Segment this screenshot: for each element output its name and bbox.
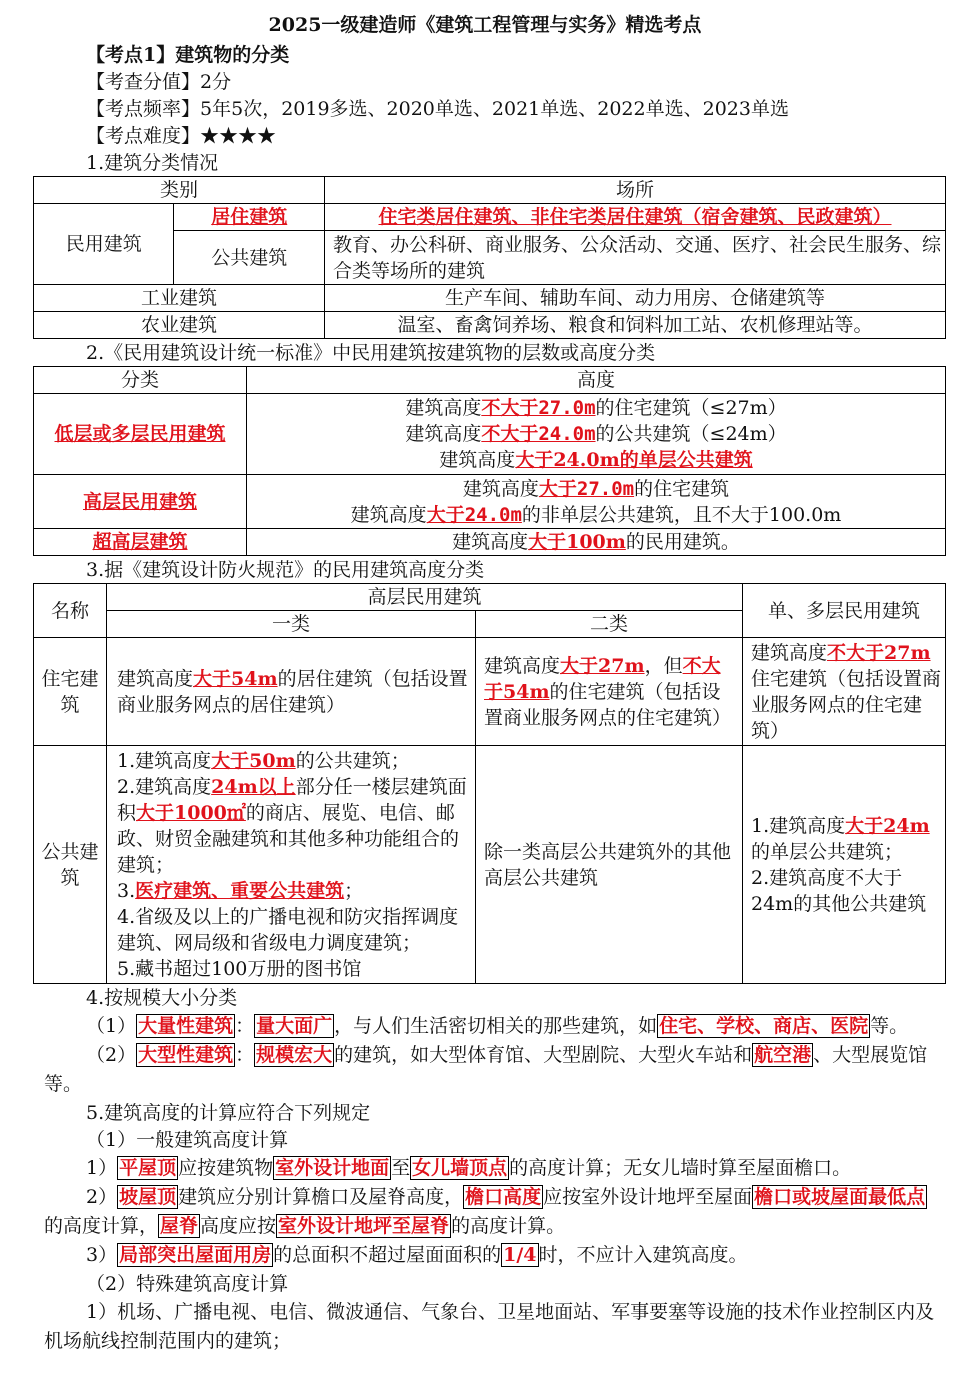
t: 的高度计算， (44, 1215, 159, 1237)
t: 的建筑，如大型体育馆、大型剧院、大型火车站和 (334, 1044, 753, 1066)
hl: 24m以上 (211, 775, 296, 798)
t: 3） (86, 1244, 118, 1266)
hl: 大于1000㎡ (136, 801, 246, 824)
pub-item5: 5.藏书超过100万册的图书馆 (117, 957, 362, 980)
s5-p2 (44, 1183, 944, 1241)
s5-sub2: （2）特殊建筑高度计算 (86, 1273, 289, 1295)
agri-place: 温室、畜禽饲养场、粮食和饲料加工站、农机修理站等。 (325, 312, 946, 339)
kp-name: 【考点1】建筑物的分类 (86, 44, 290, 66)
t: ： (235, 1044, 255, 1066)
hl: 局部突出屋面用房 (119, 1244, 272, 1266)
kp-diff (86, 123, 276, 149)
th-class1: 一类 (107, 611, 476, 638)
height-class-table (33, 366, 946, 556)
pub-single (743, 746, 946, 984)
high-rise-height (247, 475, 946, 529)
t: 至 (391, 1157, 411, 1179)
industrial-place: 生产车间、辅助车间、动力用房、仓储建筑等 (325, 285, 946, 312)
t: 的住宅建筑（≤27m） (595, 397, 787, 419)
t: 、大型展览馆等。 (44, 1044, 928, 1095)
t: 住宅建筑（包括设置商业服务网点的住宅建筑） (751, 667, 942, 742)
hl: 1/4 (503, 1244, 537, 1266)
agri-cell: 农业建筑 (34, 312, 325, 339)
hl: 女儿墙顶点 (412, 1157, 508, 1179)
s5-sub1: （1）一般建筑高度计算 (86, 1129, 289, 1151)
th-high-rise: 高层民用建筑 (107, 584, 743, 611)
res-single (743, 638, 946, 746)
th-height: 高度 (247, 367, 946, 394)
s1-heading: 1.建筑分类情况 (86, 152, 219, 174)
t: 等。 (870, 1015, 909, 1037)
th-class2: 二类 (476, 611, 743, 638)
kp-freq-label: 【考点频率】 (86, 98, 201, 120)
pub-name: 公共建筑 (34, 746, 107, 984)
s5-p1 (44, 1154, 944, 1183)
super-high-cell: 超高层建筑 (34, 529, 247, 556)
hl: 大量性建筑 (138, 1015, 234, 1037)
res-class1 (107, 638, 476, 746)
t: 应按建筑物 (178, 1157, 274, 1179)
t: （1） (86, 1015, 137, 1037)
t: 部分任一楼层建筑面积 (117, 775, 467, 824)
t: 应按室外设计地坪至屋面 (543, 1186, 753, 1208)
industrial-cell: 工业建筑 (34, 285, 325, 312)
t: ： (235, 1015, 255, 1037)
t: 建筑高度 (405, 397, 482, 419)
hl: 大型性建筑 (138, 1044, 234, 1066)
s3-heading: 3.据《建筑设计防火规范》的民用建筑高度分类 (86, 559, 485, 581)
hl: 住宅、学校、商店、医院 (659, 1015, 869, 1037)
t: 的商店、展览、电信、邮政、财贸金融建筑和其他多种功能组合的建筑； (117, 801, 460, 876)
t: ，与人们生活密切相关的那些建筑，如 (334, 1015, 658, 1037)
s5-heading: 5.建筑高度的计算应符合下列规定 (86, 1102, 371, 1124)
t: 的住宅建筑 (634, 477, 730, 500)
th-single: 单、多层民用建筑 (743, 584, 946, 638)
th-type: 类别 (34, 177, 325, 204)
t: 1） (86, 1157, 118, 1179)
hl: 大于24m (845, 814, 930, 837)
s5-p4: 1）机场、广播电视、电信、微波通信、气象台、卫星地面站、军事要塞等设施的技术作业控制区内及机场航线控制范围内的建筑； (44, 1301, 935, 1352)
low-rise-cell: 低层或多层民用建筑 (34, 394, 247, 475)
hl: 航空港 (754, 1044, 812, 1066)
t: 1.建筑高度 (751, 814, 846, 837)
t: 2） (86, 1186, 118, 1208)
hl: 大于24.0m的单层公共建筑 (515, 449, 753, 471)
kp-score (86, 69, 231, 95)
s4-heading: 4.按规模大小分类 (86, 987, 238, 1009)
res-name: 住宅建筑 (34, 638, 107, 746)
hl: 大于54m (193, 667, 278, 690)
th-place: 场所 (325, 177, 946, 204)
pub-single-2: 2.建筑高度不大于24m的其他公共建筑 (751, 866, 927, 915)
hl: 不大于27m (827, 641, 931, 664)
hl: 大于27m (560, 654, 645, 677)
public-place: 教育、办公科研、商业服务、公众活动、交通、医疗、社会民生服务、综合类等场所的建筑 (325, 231, 946, 285)
th-class: 分类 (34, 367, 247, 394)
hl: 规模宏大 (256, 1044, 333, 1066)
s2-heading: 2.《民用建筑设计统一标准》中民用建筑按建筑物的层数或高度分类 (86, 342, 656, 364)
t: ，但 (644, 654, 683, 677)
kp-score-label: 【考查分值】 (86, 71, 201, 93)
t: 的居住建筑（包括设置商业服务网点的居住建筑） (117, 667, 468, 716)
t: （2） (86, 1044, 137, 1066)
t: 的单层公共建筑； (751, 840, 904, 863)
hl: 医疗建筑、重要公共建筑 (135, 879, 345, 902)
hl: 檐口高度 (465, 1186, 542, 1208)
s4-item1 (44, 1012, 944, 1041)
hl: 大于27.0m (538, 477, 635, 500)
kp-diff-stars: ★★★★ (200, 125, 277, 147)
hl: 大于100m (528, 531, 626, 553)
hl: 大于24.0m (426, 503, 522, 526)
low-rise-height (247, 394, 946, 475)
t: 的非单层公共建筑，且不大于100.0m (521, 503, 842, 526)
t: 建筑应分别计算檐口及屋脊高度， (178, 1186, 464, 1208)
hl: 坡屋顶 (119, 1186, 177, 1208)
res-class2 (476, 638, 743, 746)
th-name: 名称 (34, 584, 107, 638)
pub-item4: 4.省级及以上的广播电视和防灾指挥调度建筑、网局级和省级电力调度建筑； (117, 905, 459, 954)
fire-code-table (33, 583, 946, 984)
hl: 不大于54m (484, 654, 721, 703)
kp-freq-value: 5年5次，2019多选、2020单选、2021单选、2022单选、2023单选 (200, 98, 789, 120)
t: 的公共建筑； (295, 749, 410, 772)
t: 的民用建筑。 (625, 531, 740, 553)
t: 建筑高度 (439, 449, 516, 471)
t: 时，不应计入建筑高度。 (538, 1244, 748, 1266)
t: 2.建筑高度 (117, 775, 212, 798)
t: 的住宅建筑（包括设置商业服务网点的住宅建筑） (484, 680, 732, 729)
t: 1.建筑高度 (117, 749, 212, 772)
kp-diff-label: 【考点难度】 (86, 125, 201, 147)
t: 建筑高度 (751, 641, 828, 664)
page-title: 2025一级建造师《建筑工程管理与实务》精选考点 (268, 14, 702, 36)
t: 建筑高度 (350, 503, 427, 526)
t: 建筑高度 (117, 667, 194, 690)
t: 的高度计算；无女儿墙时算至屋面檐口。 (509, 1157, 852, 1179)
public-cell: 公共建筑 (174, 231, 325, 285)
s4-item2 (44, 1041, 944, 1099)
hl: 量大面广 (256, 1015, 333, 1037)
t: 的公共建筑（≤24m） (595, 423, 787, 445)
t: 3. (117, 879, 136, 902)
t: 建筑高度 (452, 531, 529, 553)
super-high-height (247, 529, 946, 556)
hl: 屋脊 (160, 1215, 199, 1237)
t: 高度应按 (200, 1215, 277, 1237)
residential-place: 住宅类居住建筑、非住宅类居住建筑（宿舍建筑、民政建筑） (325, 204, 946, 231)
hl: 室外设计地面 (275, 1157, 390, 1179)
t: 建筑高度 (405, 423, 482, 445)
kp-score-value: 2分 (200, 71, 232, 93)
hl: 不大于27.0m (481, 397, 596, 419)
pub-class2: 除一类高层公共建筑外的其他高层公共建筑 (476, 746, 743, 984)
hl: 平屋顶 (119, 1157, 177, 1179)
s5-p3 (44, 1241, 944, 1270)
hl: 室外设计地坪至屋脊 (278, 1215, 450, 1237)
hl: 不大于24.0m (481, 423, 596, 445)
hl: 檐口或坡屋面最低点 (754, 1186, 926, 1208)
t: ； (344, 879, 364, 902)
high-rise-cell: 高层民用建筑 (34, 475, 247, 529)
civil-cell: 民用建筑 (34, 204, 174, 285)
pub-class1 (107, 746, 476, 984)
kp-freq (86, 96, 789, 122)
t: 的总面积不超过屋面面积的 (273, 1244, 502, 1266)
hl: 大于50m (211, 749, 296, 772)
t: 建筑高度 (462, 477, 539, 500)
building-class-table (33, 176, 946, 339)
t: 的高度计算。 (451, 1215, 566, 1237)
residential-cell: 居住建筑 (174, 204, 325, 231)
t: 建筑高度 (484, 654, 561, 677)
